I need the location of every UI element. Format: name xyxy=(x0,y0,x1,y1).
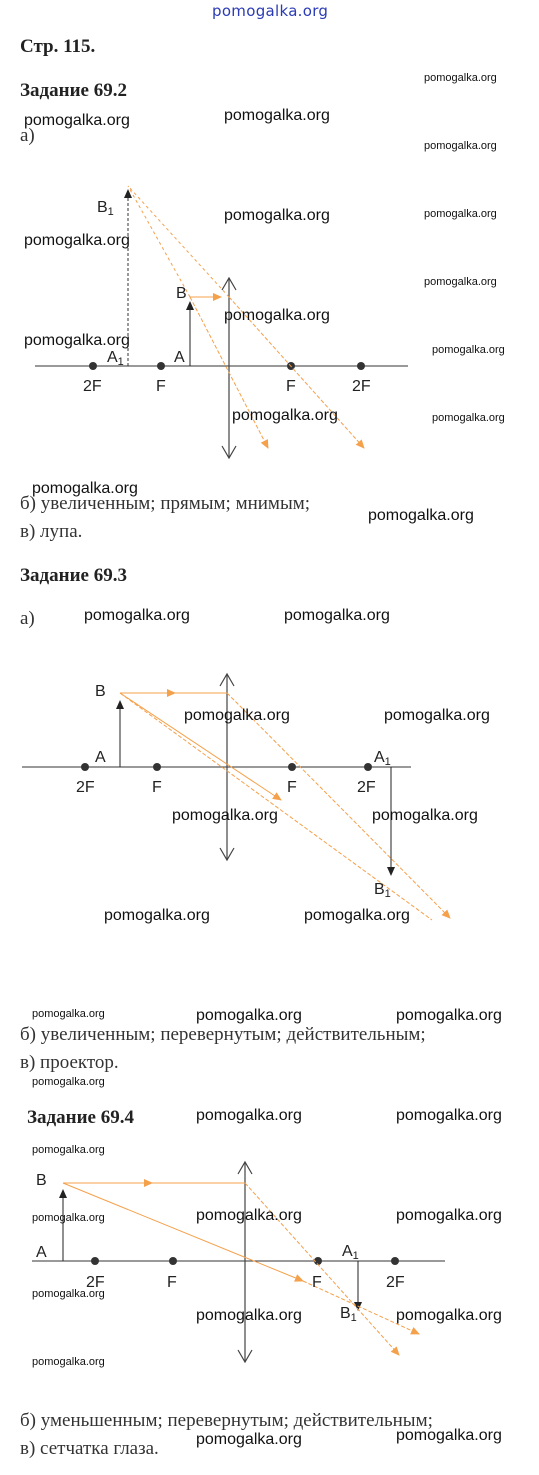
watermark: pomogalka.org xyxy=(196,1307,302,1324)
watermark: pomogalka.org xyxy=(384,707,490,724)
focal-point-2f-right xyxy=(391,1257,399,1265)
label-f-right: F xyxy=(286,378,296,395)
answer-b-69-4: б) уменьшенным; перевернутым; действительным; xyxy=(20,1410,433,1431)
watermark: pomogalka.org xyxy=(224,107,330,124)
answer-v-69-4: в) сетчатка глаза. xyxy=(20,1438,159,1459)
site-header-link[interactable]: pomogalka.org xyxy=(212,2,329,20)
label-b: B xyxy=(36,1172,47,1189)
label-a1: A1 xyxy=(342,1243,359,1262)
label-f-left: F xyxy=(167,1274,177,1291)
watermark: pomogalka.org xyxy=(432,412,505,424)
watermark: pomogalka.org xyxy=(32,1008,105,1020)
task-title-69-4: Задание 69.4 xyxy=(27,1107,134,1128)
answer-v-69-3: в) проектор. xyxy=(20,1052,119,1073)
watermark: pomogalka.org xyxy=(184,707,290,724)
subpoint-a-69-2: а) xyxy=(20,125,35,146)
page-reference: Стр. 115. xyxy=(20,36,96,57)
watermark: pomogalka.org xyxy=(424,72,497,84)
watermark: pomogalka.org xyxy=(424,208,497,220)
subpoint-a-69-3: а) xyxy=(20,608,35,629)
label-b: B xyxy=(95,683,106,700)
label-b1: B1 xyxy=(340,1305,357,1324)
watermark: pomogalka.org xyxy=(32,480,138,497)
watermark: pomogalka.org xyxy=(304,907,410,924)
watermark: pomogalka.org xyxy=(424,140,497,152)
label-a1: A1 xyxy=(107,349,124,368)
focal-point-2f-left xyxy=(91,1257,99,1265)
watermark: pomogalka.org xyxy=(196,1431,302,1448)
watermark: pomogalka.org xyxy=(172,807,278,824)
watermark: pomogalka.org xyxy=(232,407,338,424)
label-2f-right: 2F xyxy=(352,378,371,395)
watermark: pomogalka.org xyxy=(196,1007,302,1024)
watermark: pomogalka.org xyxy=(24,232,130,249)
watermark: pomogalka.org xyxy=(396,1007,502,1024)
watermark: pomogalka.org xyxy=(396,1107,502,1124)
label-f-right: F xyxy=(287,779,297,796)
label-2f-right: 2F xyxy=(386,1274,405,1291)
watermark: pomogalka.org xyxy=(24,332,130,349)
answer-b-69-2: б) увеличенным; прямым; мнимым; xyxy=(20,493,311,514)
answer-b-69-3: б) увеличенным; перевернутым; действительным; xyxy=(20,1024,426,1045)
answer-v-69-2: в) лупа. xyxy=(20,521,83,542)
watermark: pomogalka.org xyxy=(432,344,505,356)
watermark: pomogalka.org xyxy=(32,1076,105,1088)
label-2f-left: 2F xyxy=(86,1274,105,1291)
watermark: pomogalka.org xyxy=(84,607,190,624)
watermark: pomogalka.org xyxy=(104,907,210,924)
watermark: pomogalka.org xyxy=(368,507,474,524)
label-b1: B1 xyxy=(97,199,114,218)
label-f-right: F xyxy=(312,1274,322,1291)
watermark: pomogalka.org xyxy=(196,1207,302,1224)
focal-point-f-left xyxy=(169,1257,177,1265)
watermark: pomogalka.org xyxy=(32,1144,105,1156)
watermark: pomogalka.org xyxy=(424,276,497,288)
watermark: pomogalka.org xyxy=(396,1307,502,1324)
label-a: A xyxy=(36,1244,47,1261)
task-title-69-2: Задание 69.2 xyxy=(20,80,127,101)
label-a: A xyxy=(174,349,185,366)
watermark: pomogalka.org xyxy=(196,1107,302,1124)
watermark: pomogalka.org xyxy=(372,807,478,824)
task-title-69-3: Задание 69.3 xyxy=(20,565,127,586)
label-2f-left: 2F xyxy=(83,378,102,395)
watermark: pomogalka.org xyxy=(32,1212,105,1224)
watermark: pomogalka.org xyxy=(24,112,130,129)
watermark: pomogalka.org xyxy=(284,607,390,624)
ray-through-center xyxy=(63,1183,303,1281)
watermark: pomogalka.org xyxy=(396,1427,502,1444)
label-f-left: F xyxy=(156,378,166,395)
watermark: pomogalka.org xyxy=(32,1288,105,1300)
label-f-left: F xyxy=(152,779,162,796)
label-a: A xyxy=(95,749,106,766)
watermark: pomogalka.org xyxy=(224,307,330,324)
label-b1: B1 xyxy=(374,881,391,900)
watermark: pomogalka.org xyxy=(32,1356,105,1368)
label-b: B xyxy=(176,285,187,302)
watermark: pomogalka.org xyxy=(396,1207,502,1224)
label-2f-right: 2F xyxy=(357,779,376,796)
label-a1: A1 xyxy=(374,749,391,768)
label-2f-left: 2F xyxy=(76,779,95,796)
watermark: pomogalka.org xyxy=(224,207,330,224)
